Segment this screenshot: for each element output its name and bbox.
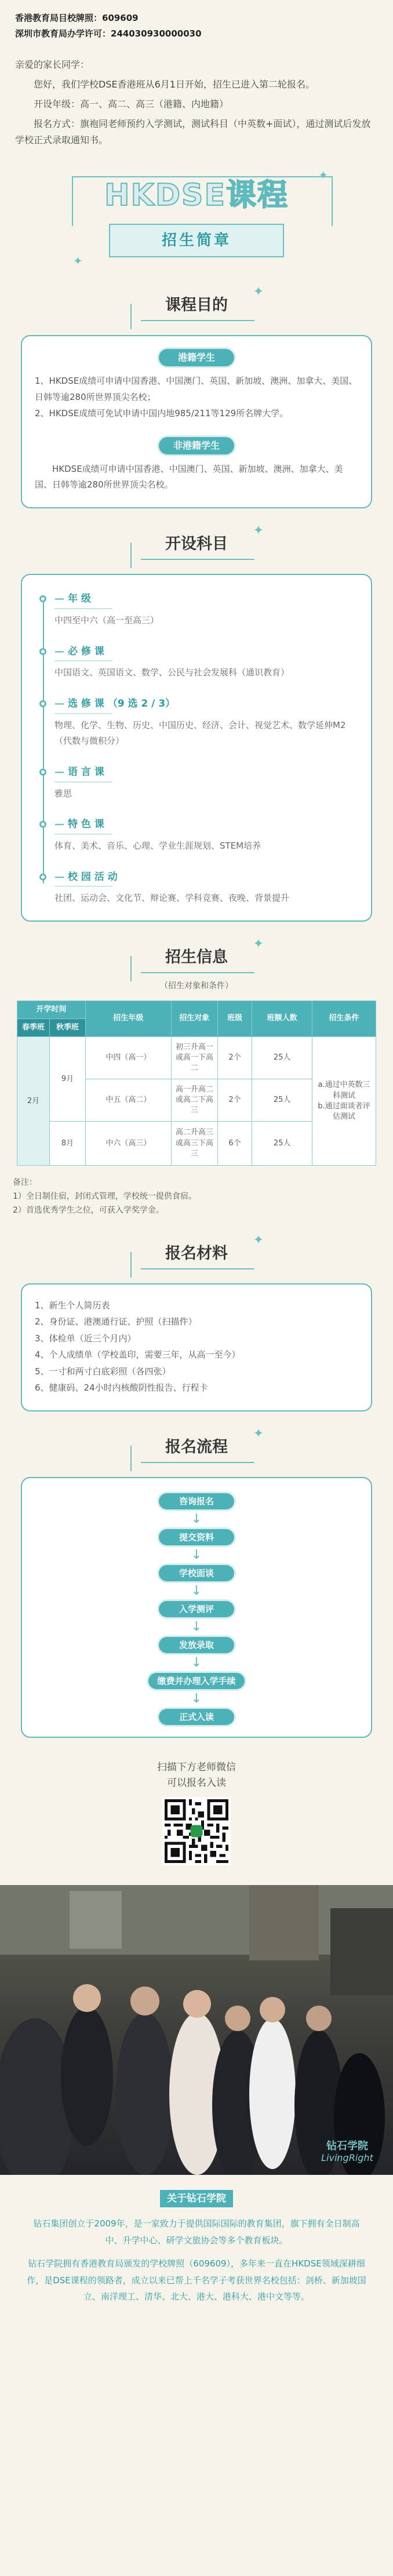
section-heading-goals (133, 285, 264, 322)
goal-text-hk: 1、HKDSE成绩可申请中国香港、中国澳门、英国、新加坡、澳洲、加拿大、美国、日韩等逾280所世界顶尖名校； 2、HKDSE成绩可免试申请中国内地985/211等129所名牌大学。 (35, 376, 358, 419)
list-item: 6、健康码、24小时内核酸阴性报告、行程卡 (35, 1382, 208, 1393)
arrow-down-icon: ↓ (191, 1512, 202, 1527)
flow-step: 提交资料 (159, 1529, 234, 1545)
flow-step: 咨询报名 (159, 1493, 234, 1509)
goal-text-non-hk: HKDSE成绩可申请中国香港、中国澳门、英国、新加坡、澳洲、加拿大、美国、日韩等逾280所世界顶尖名校。 (35, 463, 343, 490)
list-item: 1、新生个人简历表 (35, 1300, 110, 1311)
subject-name: 年 级 (68, 593, 91, 605)
arrow-down-icon: ↓ (191, 1584, 202, 1599)
school-logo (310, 2140, 385, 2164)
divider (54, 834, 112, 835)
th-cond: 招生条件 (312, 1000, 376, 1036)
sparkle-icon: ✦ (253, 523, 264, 538)
goals-card (21, 335, 372, 508)
cell-target: 高二升高三或高三下高三 (171, 1122, 217, 1166)
timeline-dot (39, 700, 46, 707)
cell-quota: 25人 (252, 1079, 312, 1122)
cell-grade: 中六（高三） (86, 1122, 172, 1166)
list-item: 5、一寸和两寸白底彩照（各四张） (35, 1366, 171, 1377)
section-title: 报名流程 (165, 1438, 228, 1456)
logo-name-en: LivingRight (321, 2152, 373, 2164)
arrow-down-icon: ↓ (191, 1656, 202, 1671)
intro-paragraph-1: 您好，我们学校DSE香港班从6月1日开始，招生已进入第二轮报名。 (34, 79, 315, 90)
subject-item: — 特 色 课 体育、美术、音乐、心理、学业生涯规划、STEM培养 (54, 816, 358, 854)
flow-step: 学校面谈 (159, 1565, 234, 1581)
subjects-card (21, 574, 372, 922)
cell-quota: 25人 (252, 1122, 312, 1166)
subject-name: 特 色 课 (68, 818, 104, 831)
table-row (17, 1037, 376, 1079)
subject-name: 必 修 课 (68, 645, 104, 657)
subjects-timeline (35, 590, 358, 907)
sparkle-icon: ✦ (73, 254, 83, 268)
divider (54, 886, 112, 887)
subject-item: — 选 修 课 （9 选 2 / 3） 物理、化学、生物、历史、中国历史、经济、会计、视觉艺术、数学延伸M2（代数与微积分） (54, 695, 358, 749)
sparkle-icon: ✦ (253, 937, 264, 952)
cell-autumn-aug: 8月 (50, 1122, 86, 1166)
about-title: 关于钻石学院 (160, 2190, 233, 2207)
section-title: 报名材料 (165, 1244, 228, 1262)
subject-item: — 语 言 课 雅思 (54, 763, 358, 802)
enroll-remarks: 备注： 1）全日制住宿，封闭式管理，学校统一提供食宿。 2）首选优秀学生之位，可获入学奖学金。 (13, 1178, 196, 1215)
subject-item: — 年 级 中四至中六（高一至高三） (54, 590, 358, 628)
divider (54, 608, 112, 609)
goal-label-non-hk: 非港籍学生 (159, 437, 234, 454)
list-item: 3、体检单（近三个月内） (35, 1333, 136, 1344)
qr-caption-1: 扫描下方老师微信 (157, 1762, 236, 1774)
cell-conditions: a.通过中英数三科测试 b.通过面谈者评估测试 (312, 1037, 376, 1166)
sparkle-icon: ✦ (253, 1426, 264, 1441)
subject-desc: 物理、化学、生物、历史、中国历史、经济、会计、视觉艺术、数学延伸M2（代数与微积分） (54, 719, 346, 747)
flow-step: 发放录取 (159, 1637, 234, 1653)
section-heading-materials (133, 1232, 264, 1271)
list-item: 4、个人成绩单（学校盖印，需要三年，从高一至今） (35, 1349, 241, 1360)
section-heading-enroll (133, 937, 264, 974)
divider (54, 713, 112, 714)
cell-class: 6个 (217, 1122, 252, 1166)
cell-quota: 25人 (252, 1037, 312, 1079)
timeline-dot (39, 595, 46, 602)
intro (0, 42, 393, 148)
subject-item: — 必 修 课 中国语文、英国语文、数学、公民与社会发展科（通识教育） (54, 643, 358, 681)
th-spring: 春季班 (17, 1019, 50, 1037)
subject-item: — 校 园 活 动 社团、运动会、文化节、辩论赛、学科竞赛、夜晚、背景提升 (54, 868, 358, 907)
banner-title: HKDSE课程 (104, 178, 289, 213)
cell-class: 2个 (217, 1037, 252, 1079)
cell-target: 初三升高一或高一下高二 (171, 1037, 217, 1079)
arrow-down-icon: ↓ (191, 1548, 202, 1563)
intro-paragraph-3: 报名方式：旗袍同老师预约入学测试，测试科目（中英数+面试），通过测试后发放学校正式录取通知书。 (15, 118, 371, 145)
cell-class: 2个 (217, 1079, 252, 1122)
timeline-dot (39, 874, 46, 881)
subject-desc: 社团、运动会、文化节、辩论赛、学科竞赛、夜晚、背景提升 (54, 893, 290, 904)
flow-step: 缴费并办理入学手续 (148, 1673, 245, 1689)
subject-desc: 中国语文、英国语文、数学、公民与社会发展科（通识教育） (54, 667, 290, 678)
license-info (0, 0, 393, 42)
qr-section (0, 1738, 393, 1865)
arrow-down-icon: ↓ (191, 1691, 202, 1707)
sparkle-icon: ✦ (318, 168, 328, 182)
flow-step: 入学测评 (159, 1601, 234, 1617)
subject-desc: 雅思 (54, 788, 72, 799)
about-paragraph-2: 钻石学院拥有香港教育局颁发的学校牌照（609609），多年来一直在HKDSE领域深耕细作，是DSE课程的领路者，成立以来已帮上千名学子考获世界名校包括：剑桥、新加坡国立、南洋理工、清华、北大、港大、港科大、港中文等等。 (27, 2258, 366, 2302)
th-class: 班级 (217, 1000, 252, 1036)
subject-desc: 体育、美术、音乐、心理、学业生涯规划、STEM培养 (54, 840, 261, 851)
subject-name: 选 修 课 （9 选 2 / 3） (68, 697, 176, 710)
cell-grade: 中四（高一） (86, 1037, 172, 1079)
arrow-down-icon: ↓ (191, 1620, 202, 1635)
list-item: 2、身份证、港澳通行证、护照（扫描件） (35, 1316, 197, 1327)
enroll-table (17, 1000, 376, 1166)
th-grade: 招生年级 (86, 1000, 172, 1036)
goal-label-hk: 港籍学生 (159, 349, 234, 366)
divider (54, 781, 112, 783)
subject-name: 语 言 课 (68, 766, 104, 778)
enroll-note: （招生对象和条件） (160, 981, 233, 991)
license-hk: 香港教育局目校牌照：609609 (15, 13, 139, 23)
cell-grade: 中五（高二） (86, 1079, 172, 1122)
th-target: 招生对象 (171, 1000, 217, 1036)
th-quota: 班额人数 (252, 1000, 312, 1036)
materials-card (21, 1283, 372, 1411)
timeline-dot (39, 821, 46, 828)
about-section (0, 2207, 393, 2330)
th-autumn: 秋季班 (50, 1019, 86, 1037)
sparkle-icon: ✦ (253, 1232, 264, 1247)
course-banner (60, 168, 333, 270)
banner-subtitle: 招生简章 (109, 224, 284, 257)
campus-photo (0, 1885, 393, 2175)
about-paragraph-1: 钻石集团创立于2009年，是一家致力于提供国际国际的教育集团，旗下拥有全日制高中、升学中心、研学文旅协会等多个教育板块。 (33, 2218, 360, 2246)
section-heading-flow (133, 1426, 264, 1464)
intro-paragraph-2: 开设年级：高一、高二、高三（港籍、内地籍） (34, 99, 229, 110)
logo-name-cn: 钻石学院 (326, 2140, 368, 2152)
cell-spring-month: 2月 (17, 1037, 50, 1166)
section-title: 课程目的 (165, 296, 228, 314)
section-title: 招生信息 (165, 948, 228, 967)
wechat-qr-code[interactable] (162, 1797, 231, 1865)
flow-card (21, 1477, 372, 1738)
license-sz: 深圳市教育局办学许可：244030930000030 (15, 28, 202, 39)
cell-autumn-sep: 9月 (50, 1037, 86, 1122)
greeting: 亲爱的家长同学： (15, 59, 90, 70)
divider (54, 660, 112, 661)
section-heading-subjects (133, 523, 264, 561)
section-title: 开设科目 (165, 535, 228, 553)
about-heading (0, 2190, 393, 2207)
cell-target: 高一升高二或高二下高三 (171, 1079, 217, 1122)
th-period: 开学时间 (17, 1000, 86, 1018)
sparkle-icon: ✦ (253, 285, 264, 299)
subject-name: 校 园 活 动 (68, 871, 118, 883)
timeline-dot (39, 648, 46, 655)
flow-step: 正式入读 (159, 1709, 234, 1725)
timeline-dot (39, 769, 46, 776)
qr-caption-2: 可以报名入读 (167, 1777, 226, 1789)
subject-desc: 中四至中六（高一至高三） (54, 614, 159, 625)
